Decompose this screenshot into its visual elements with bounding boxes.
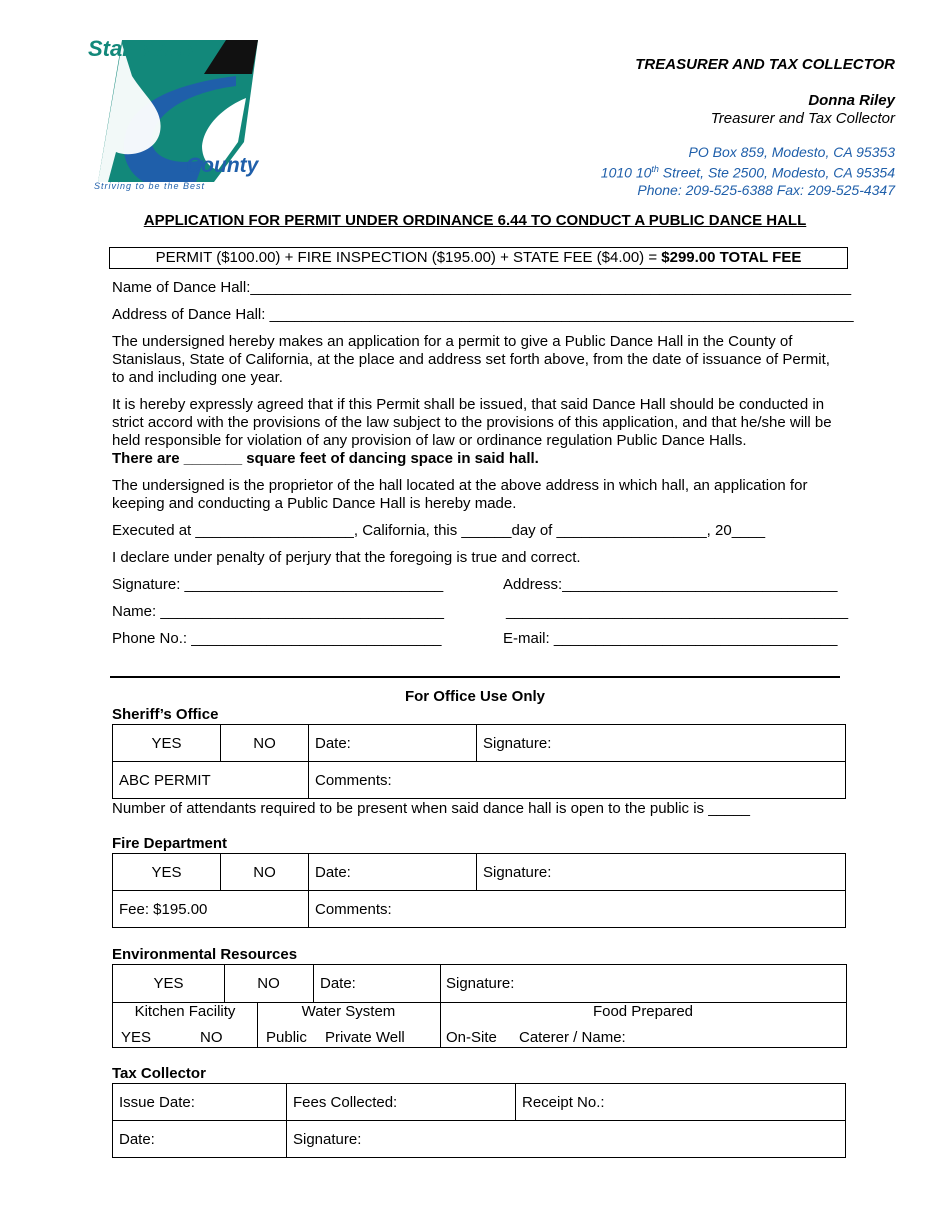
attendants-line[interactable]: Number of attendants required to be present when said dance hall is open to the public is _____ (112, 800, 750, 817)
water-public[interactable]: Public (266, 1029, 307, 1046)
tax-fees-collected[interactable]: Fees Collected: (287, 1084, 516, 1121)
fire-heading: Fire Department (112, 835, 228, 852)
food-onsite[interactable]: On-Site (446, 1029, 497, 1046)
county-logo (86, 36, 261, 194)
tax-signature[interactable]: Signature: (287, 1121, 846, 1158)
form-title: APPLICATION FOR PERMIT UNDER ORDINANCE 6.44 TO CONDUCT A PUBLIC DANCE HALL (143, 212, 807, 229)
sheriff-signature[interactable]: Signature: (477, 725, 846, 762)
fee-breakdown: PERMIT ($100.00) + FIRE INSPECTION ($195.00) + STATE FEE ($4.00) = (155, 249, 662, 266)
official-name: Donna Riley (808, 92, 895, 109)
sheriff-yes[interactable]: YES (113, 725, 221, 762)
fire-date[interactable]: Date: (309, 854, 477, 891)
application-paragraph: The undersigned hereby makes an application for a permit to give a Public Dance Hall in the County of Stanislaus, State of California, at the place and address set forth above, from the date of issuance of Permit, to and including one year. (112, 333, 830, 386)
logo-tagline: Striving to be the Best (94, 181, 206, 191)
contact-block (601, 144, 895, 199)
address-line-2: 1010 10th Street, Ste 2500, Modesto, CA 95354 (600, 164, 895, 181)
fire-yes[interactable]: YES (113, 854, 221, 891)
fee-total: $299.00 TOTAL FEE (661, 249, 802, 266)
signature-field[interactable]: Signature: _______________________________ (112, 576, 444, 593)
env-yes[interactable]: YES (153, 975, 184, 992)
department-title: TREASURER AND TAX COLLECTOR (635, 56, 895, 73)
kitchen-yes[interactable]: YES (121, 1029, 152, 1046)
sheriff-no[interactable]: NO (221, 725, 309, 762)
executed-line[interactable]: Executed at ___________________, California, this ______day of __________________, 20____ (112, 522, 766, 539)
fire-no[interactable]: NO (221, 854, 309, 891)
sheriff-table (112, 724, 846, 799)
name-field[interactable]: Name: __________________________________ (112, 603, 444, 620)
tax-heading: Tax Collector (112, 1065, 206, 1082)
declaration-line: I declare under penalty of perjury that the foregoing is true and correct. (112, 549, 581, 566)
phone-fax-line: Phone: 209-525-6388 Fax: 209-525-4347 (637, 181, 895, 198)
logo-word-county: County (186, 154, 259, 177)
sheriff-date[interactable]: Date: (309, 725, 477, 762)
sheriff-comments[interactable]: Comments: (309, 762, 846, 799)
dancing-space-field[interactable]: There are _______ square feet of dancing space in said hall. (112, 450, 539, 467)
env-no[interactable]: NO (257, 975, 280, 992)
env-date[interactable]: Date: (320, 975, 356, 992)
phone-field[interactable]: Phone No.: ______________________________ (112, 630, 442, 647)
abc-permit[interactable]: ABC PERMIT (113, 762, 309, 799)
official-title: Treasurer and Tax Collector (710, 110, 895, 127)
fire-comments[interactable]: Comments: (309, 891, 846, 928)
env-signature[interactable]: Signature: (446, 975, 515, 992)
address-field[interactable]: Address:_________________________________ (503, 576, 838, 593)
agreement-paragraph: It is hereby expressly agreed that if this Permit shall be issued, that said Dance Hall should be conducted in strict accord with the provisions of the law subject to the provisions of this application, and that he/she will be held responsible for violation of any provision of law or ordinance regulation Public Dance Halls. There are _______ square feet of dancing space in said hall. (112, 396, 832, 467)
water-system-label: Water System (301, 1003, 396, 1020)
email-field[interactable]: E-mail: __________________________________ (503, 630, 838, 647)
water-private-well[interactable]: Private Well (325, 1029, 405, 1046)
env-heading: Environmental Resources (112, 946, 298, 963)
sheriff-heading: Sheriff’s Office (112, 706, 219, 723)
env-table (112, 964, 847, 1048)
dance-hall-address-field[interactable]: Address of Dance Hall: ______________________________________________________________________ (112, 306, 854, 323)
logo-word-stanislaus: Stanislaus (88, 36, 199, 61)
food-prepared-label: Food Prepared (592, 1003, 694, 1020)
fire-table (112, 853, 846, 928)
address-line-1: PO Box 859, Modesto, CA 95353 (688, 144, 895, 160)
dance-hall-name-field[interactable]: Name of Dance Hall:________________________________________________________________________ (112, 279, 852, 296)
tax-issue-date[interactable]: Issue Date: (113, 1084, 287, 1121)
office-use-heading: For Office Use Only (404, 688, 546, 705)
fire-fee: Fee: $195.00 (113, 891, 309, 928)
divider (110, 676, 840, 678)
fire-signature[interactable]: Signature: (477, 854, 846, 891)
tax-table (112, 1083, 846, 1158)
fee-summary-box (109, 247, 848, 269)
address-field-line-2[interactable]: _________________________________________ (506, 603, 849, 620)
tax-date[interactable]: Date: (113, 1121, 287, 1158)
tax-receipt-no[interactable]: Receipt No.: (516, 1084, 846, 1121)
proprietor-paragraph: The undersigned is the proprietor of the hall located at the above address in which hall, an application for keeping and conducting a Public Dance Hall is hereby made. (112, 477, 808, 512)
food-caterer-name[interactable]: Caterer / Name: (519, 1029, 626, 1046)
kitchen-no[interactable]: NO (200, 1029, 223, 1046)
kitchen-facility-label: Kitchen Facility (134, 1003, 236, 1020)
